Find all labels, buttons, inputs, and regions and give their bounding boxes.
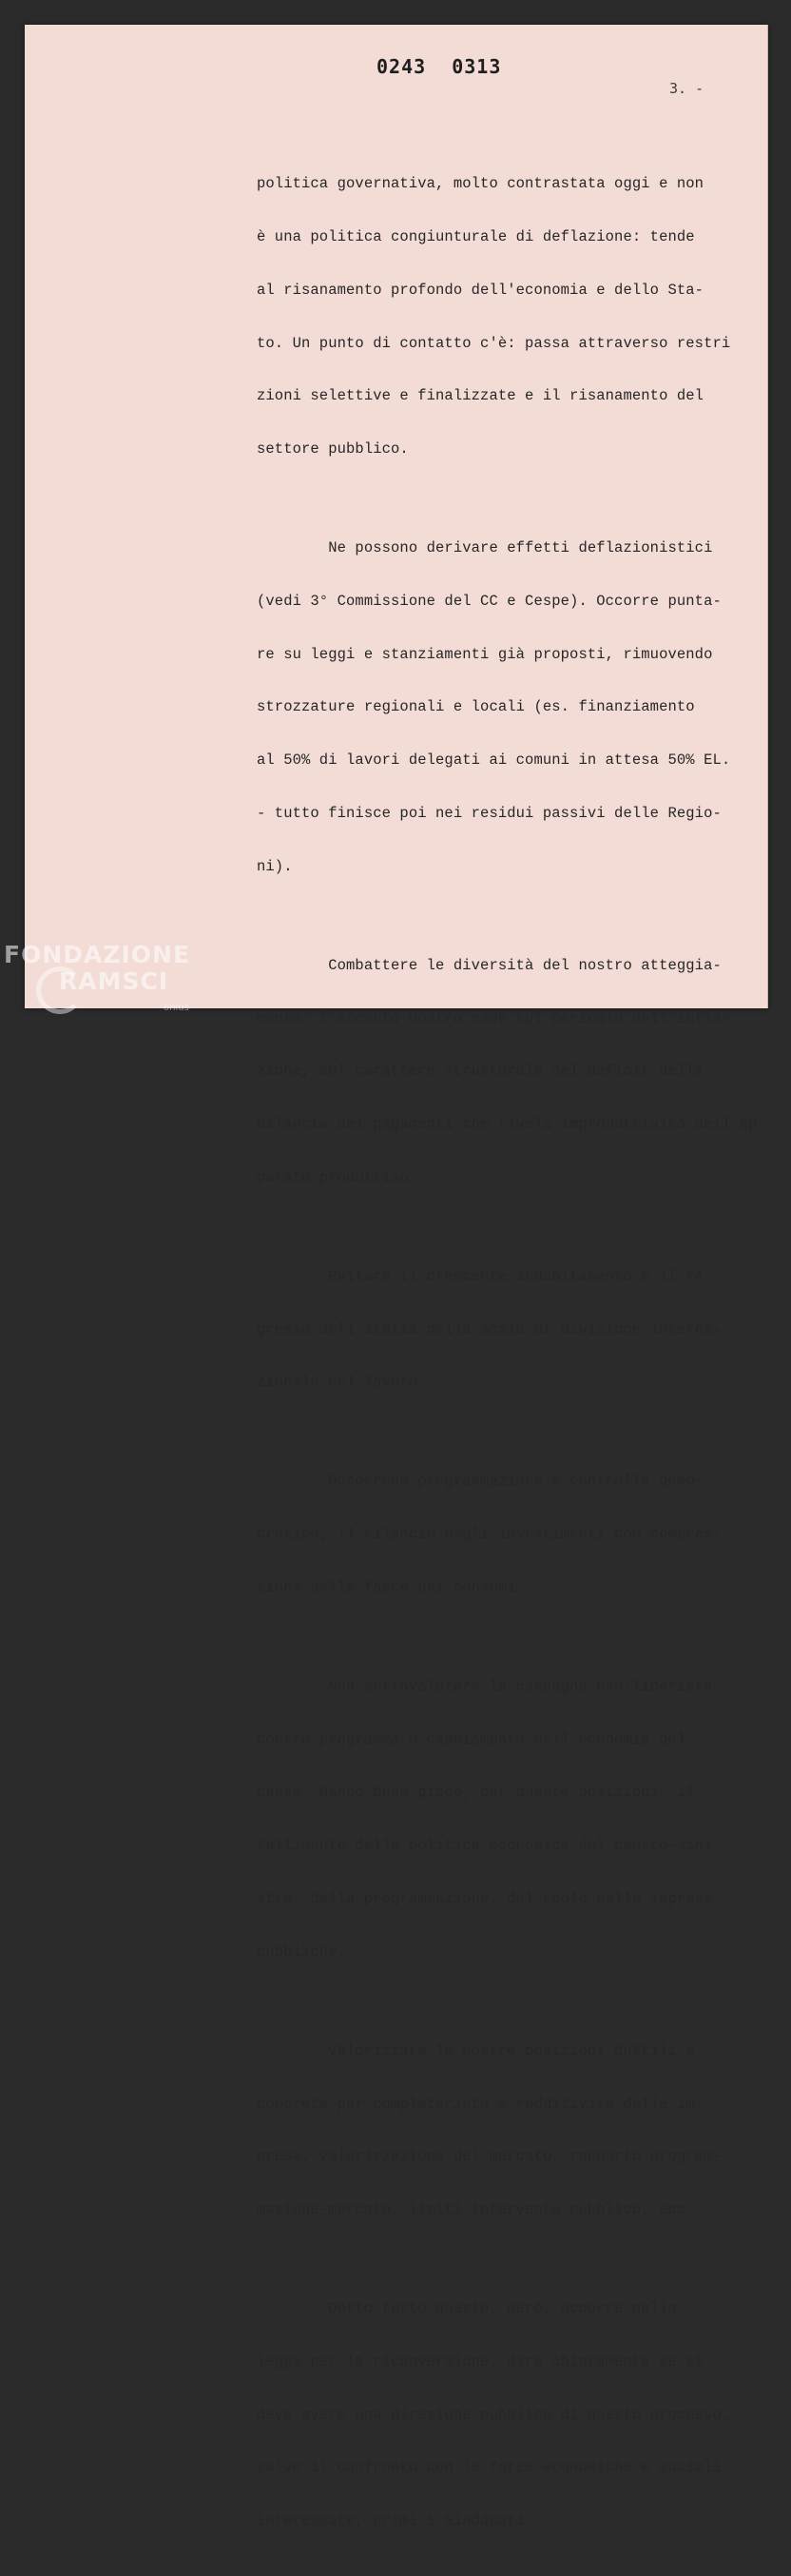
text-line: pubbliche. (257, 1942, 347, 1961)
text-line: sione delle fasce dei consumi. (257, 1578, 526, 1596)
page-number: 3. - (669, 80, 704, 97)
text-line: strozzature regionali e locali (es. finanziamento (257, 698, 695, 716)
text-line: zionale del lavoro. (257, 1374, 427, 1392)
text-line: bilancia dei pagamenti che rivela improduttività dell'ap- (257, 1116, 766, 1134)
text-line: Combattere le diversità del nostro atteggia- (257, 956, 722, 974)
text-line: prese, valorizzazione del mercato, rapporto program- (257, 2148, 722, 2166)
fondazione-gramsci-watermark (4, 942, 190, 995)
text-line: deve avere una direzione pubblica di questo processo, (257, 2406, 731, 2424)
text-line: - tutto finisce poi nei residui passivi delle Regio- (257, 804, 722, 822)
text-line: concrete per completarietà e redditività delle im- (257, 2095, 704, 2113)
text-line: mento: l'accento nostro cade sul pericolo dell'infla- (257, 1009, 731, 1027)
text-line: Non sottovalutare la campagna neo-liberista (257, 1677, 713, 1695)
typewritten-body (257, 140, 770, 2576)
text-line: Valorizzare le nostre posizioni duttili e (257, 2041, 695, 2059)
paragraph (257, 1643, 770, 1997)
paragraph (257, 922, 770, 1222)
text-line: Ne possono derivare effetti deflazionistici (257, 539, 713, 557)
text-line: contro programma o cambiamento dell'economia del (257, 1730, 686, 1748)
watermark-suffix: onlus (164, 1003, 189, 1013)
text-line: al 50% di lavori delegati ai comuni in attesa 50% EL. (257, 751, 731, 770)
archive-number: 0243 0313 (376, 55, 502, 78)
text-line: re su leggi e stanziamenti già proposti, rimuovendo (257, 645, 713, 663)
paragraph (257, 2265, 770, 2566)
text-line: politica governativa, molto contrastata oggi e non (257, 175, 704, 193)
text-line: to. Un punto di contatto c'è: passa attraverso restri (257, 334, 731, 352)
paragraph (257, 2007, 770, 2254)
text-line: Occorrono programmazione e controllo demo- (257, 1473, 704, 1491)
text-line: fallimento della politica economica del centro-sini (257, 1837, 713, 1855)
text-line: legge per la riconversione, dire chiaramente se si (257, 2352, 704, 2371)
text-line: cratico, il rilancio degli investimenti con compres- (257, 1526, 722, 1544)
text-line: ni). (257, 857, 293, 875)
text-line: zione, sul carattere strutturale del deficit della (257, 1063, 704, 1081)
text-line: Evitare il crescente indebitamento e il re- (257, 1267, 713, 1285)
text-line: è una politica congiunturale di deflazione: tende (257, 227, 695, 245)
paragraph (257, 1437, 770, 1632)
text-line: salvo il confronto con le forze economiche e sociali (257, 2459, 722, 2477)
watermark-line1: FONDAZIONE (4, 941, 191, 968)
text-line: (vedi 3° Commissione del CC e Cespe). Occorre punta- (257, 592, 722, 610)
text-line: Detto tutto questo, però, occorre nella (257, 2300, 677, 2318)
paragraph (257, 1233, 770, 1428)
watermark-line2: RAMSCI (59, 967, 169, 995)
text-line: stra, della programmazione, del ruolo delle imprese (257, 1890, 713, 1907)
paragraph (257, 504, 770, 911)
text-line: zioni selettive e finalizzate e il risanamento del (257, 387, 704, 405)
text-line: settore pubblico. (257, 440, 409, 459)
text-line: paese. Hanno buon gioco, per queste posizioni, il (257, 1784, 695, 1802)
text-line: al risanamento profondo dell'economia e dello Sta- (257, 281, 704, 299)
text-line: interessate, primi i Sindacati. (257, 2512, 534, 2530)
text-line: parato produttivo. (257, 1168, 418, 1186)
text-line: gresso dell'Italia nella scala di divisione interna- (257, 1320, 722, 1338)
paragraph (257, 140, 770, 494)
text-line: mazione-mercato, limiti intervento pubblico, ecc. (257, 2201, 695, 2219)
